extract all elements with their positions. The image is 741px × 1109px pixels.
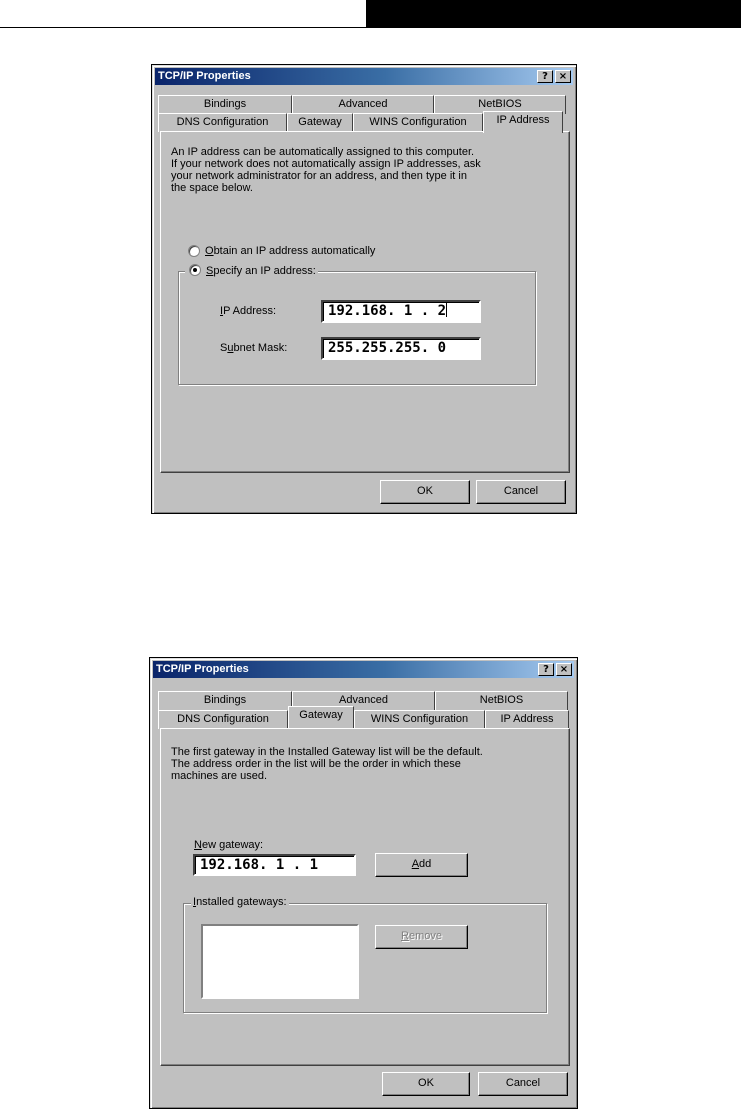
cancel-button[interactable]: Cancel xyxy=(478,1072,568,1096)
tab-dns-configuration[interactable]: DNS Configuration xyxy=(158,710,288,729)
specify-ip-radio[interactable] xyxy=(189,264,201,276)
new-gateway-label: New gateway: xyxy=(194,839,264,851)
gateway-description: The first gateway in the Installed Gateway list will be the default. The address order in the list will be the order in which these machines are used. xyxy=(171,746,483,782)
obtain-ip-radio[interactable] xyxy=(188,245,200,257)
ok-button[interactable]: OK xyxy=(382,1072,470,1096)
tab-advanced[interactable]: Advanced xyxy=(292,95,434,114)
help-button[interactable]: ? xyxy=(538,663,554,676)
radio-selected-dot xyxy=(193,268,197,272)
close-button[interactable]: × xyxy=(555,70,571,83)
close-button[interactable]: × xyxy=(556,663,572,676)
remove-button: Remove xyxy=(375,925,468,949)
tcpip-properties-dialog-gateway xyxy=(149,657,578,1109)
ok-button[interactable]: OK xyxy=(380,480,470,504)
tab-bindings[interactable]: Bindings xyxy=(158,691,292,710)
ip-address-groupbox xyxy=(178,271,536,385)
installed-gateways-list[interactable] xyxy=(201,924,359,999)
cancel-button[interactable]: Cancel xyxy=(476,480,566,504)
add-button[interactable]: Add xyxy=(375,853,468,877)
page-header-bar xyxy=(366,0,741,28)
tab-ip-address[interactable]: IP Address xyxy=(483,111,563,133)
tcpip-properties-dialog-ip-address xyxy=(151,64,577,514)
tab-wins-configuration[interactable]: WINS Configuration xyxy=(353,113,483,132)
tab-dns-configuration[interactable]: DNS Configuration xyxy=(158,113,287,132)
tab-netbios[interactable]: NetBIOS xyxy=(435,691,568,710)
new-gateway-field[interactable]: 192.168. 1 . 1 xyxy=(193,854,356,876)
tab-wins-configuration[interactable]: WINS Configuration xyxy=(354,710,485,729)
title-bar[interactable] xyxy=(153,661,574,678)
subnet-mask-label: Subnet Mask: xyxy=(220,342,288,354)
ip-address-label: IP Address: xyxy=(220,305,277,317)
ip-description: An IP address can be automatically assigned to this computer. If your network does not automatically assign IP addresses, ask your network administrator for an address, and then type it in the space below. xyxy=(171,146,481,194)
ip-address-field[interactable]: 192.168. 1 . 2 xyxy=(321,300,481,323)
ip-address-panel xyxy=(160,131,570,473)
tab-gateway[interactable]: Gateway xyxy=(287,113,353,132)
specify-ip-option[interactable]: Specify an IP address: xyxy=(185,264,318,278)
gateway-panel xyxy=(160,728,570,1066)
text-caret xyxy=(446,303,447,317)
installed-gateways-label: Installed gateways: xyxy=(193,896,287,908)
tab-netbios[interactable]: NetBIOS xyxy=(434,95,566,114)
tab-ip-address[interactable]: IP Address xyxy=(485,710,569,729)
help-button[interactable]: ? xyxy=(537,70,553,83)
obtain-ip-label[interactable]: Obtain an IP address automatically xyxy=(205,245,376,257)
tab-gateway[interactable]: Gateway xyxy=(288,706,354,728)
subnet-mask-field[interactable]: 255.255.255. 0 xyxy=(321,337,481,360)
tab-advanced[interactable]: Advanced xyxy=(292,691,435,710)
dialog-title: TCP/IP Properties xyxy=(158,70,251,82)
tab-bindings[interactable]: Bindings xyxy=(158,95,292,114)
dialog-title: TCP/IP Properties xyxy=(156,663,249,675)
title-bar[interactable] xyxy=(155,68,573,85)
